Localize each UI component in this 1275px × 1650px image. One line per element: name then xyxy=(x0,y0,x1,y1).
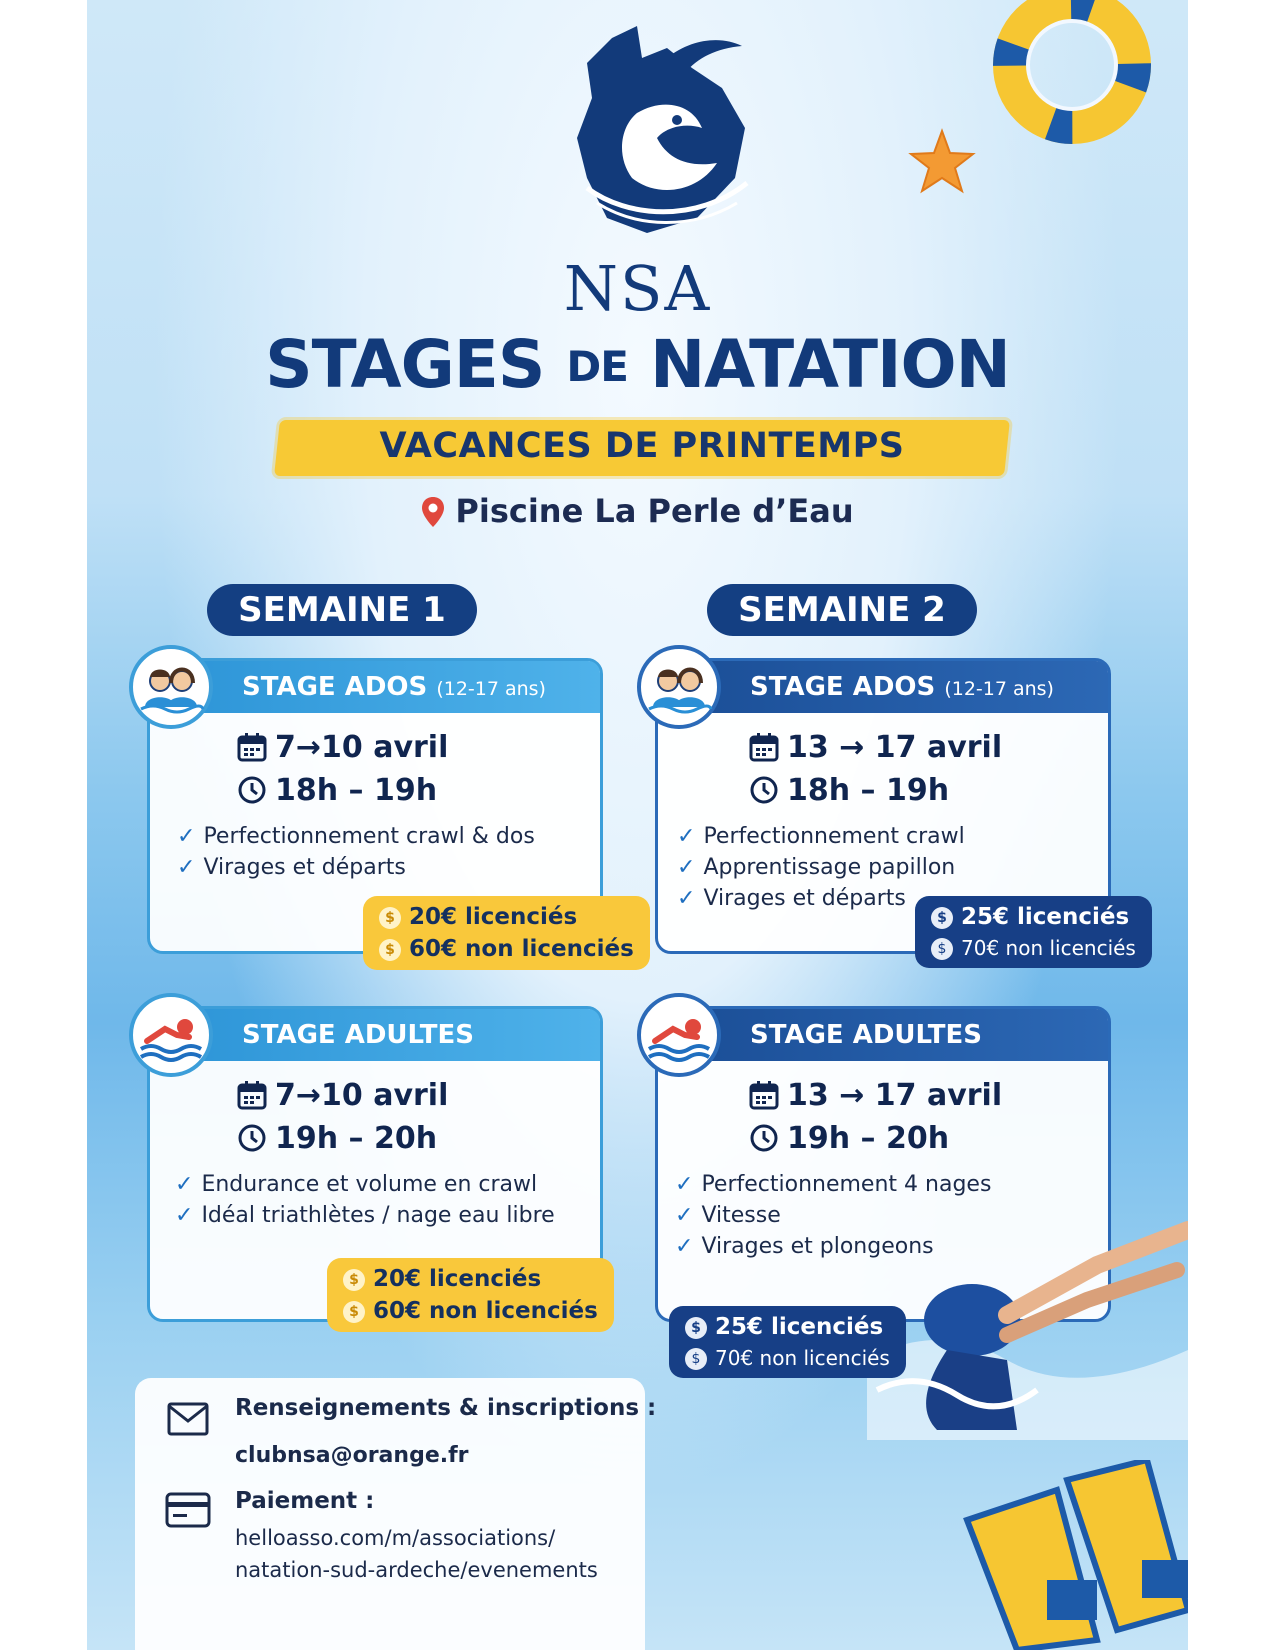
ados1-hours xyxy=(237,773,437,808)
adultes1-hours xyxy=(237,1121,437,1156)
card-title: STAGE ADOS xyxy=(242,672,428,702)
dates-text: 7→10 avril xyxy=(275,1078,449,1113)
coin-bag-icon: $ xyxy=(343,1269,365,1291)
list-item xyxy=(675,1172,991,1197)
bullet-text: Perfectionnement crawl & dos xyxy=(203,824,535,849)
list-item xyxy=(677,855,955,880)
price-member-text: 25€ licenciés xyxy=(715,1314,884,1340)
dates-text: 13 → 17 avril xyxy=(787,730,1003,765)
calendar-icon xyxy=(749,1080,779,1110)
title-word-2: NATATION xyxy=(649,326,1010,403)
calendar-icon xyxy=(237,732,267,762)
list-item xyxy=(677,886,906,911)
coin-bag-icon: $ xyxy=(931,907,953,929)
clock-icon xyxy=(749,1123,779,1153)
ados2-dates xyxy=(749,730,1002,765)
price-nonmember-text: 60€ non licenciés xyxy=(409,936,634,962)
check-icon: ✓ xyxy=(675,1172,694,1197)
card-age: (12-17 ans) xyxy=(944,678,1054,700)
clock-icon xyxy=(237,775,267,805)
bullet-text: Virages et départs xyxy=(703,886,906,911)
subtitle: VACANCES DE PRINTEMPS xyxy=(379,426,905,466)
flippers-icon xyxy=(947,1460,1188,1650)
card-title: STAGE ADULTES xyxy=(750,1020,983,1050)
coin-bag-icon: $ xyxy=(343,1301,365,1323)
price-member xyxy=(343,1266,598,1292)
starfish-icon xyxy=(907,128,977,194)
ados2-hours xyxy=(749,773,949,808)
bullet-text: Virages et départs xyxy=(203,855,406,880)
card-title: STAGE ADULTES xyxy=(242,1020,475,1050)
ados1-dates xyxy=(237,730,448,765)
location-text: Piscine La Perle d’Eau xyxy=(455,492,854,530)
contact-email[interactable]: clubnsa@orange.fr xyxy=(235,1443,469,1468)
location-pin-icon xyxy=(421,496,445,528)
swimmer-icon xyxy=(129,993,213,1077)
card-header xyxy=(150,661,600,713)
mail-icon xyxy=(167,1402,209,1436)
location xyxy=(87,492,1188,530)
lifebuoy-icon xyxy=(977,0,1157,160)
card-age: (12-17 ans) xyxy=(436,678,546,700)
price-member-text: 20€ licenciés xyxy=(409,904,578,930)
price-member-text: 25€ licenciés xyxy=(961,904,1130,930)
price-nonmember xyxy=(931,936,1136,960)
payment-link-line1[interactable]: helloasso.com/m/associations/ xyxy=(235,1526,556,1550)
calendar-icon xyxy=(749,732,779,762)
teens-icon xyxy=(637,645,721,729)
payment-link-line2[interactable]: natation-sud-ardeche/evenements xyxy=(235,1558,598,1582)
title-connector: DE xyxy=(566,342,628,391)
price-nonmember-text: 70€ non licenciés xyxy=(961,936,1136,960)
adultes1-dates xyxy=(237,1078,448,1113)
title-word-1: STAGES xyxy=(265,326,545,403)
check-icon: ✓ xyxy=(677,886,696,911)
list-item xyxy=(675,1203,781,1228)
poster xyxy=(87,0,1188,1650)
week-1-label: SEMAINE 1 xyxy=(207,584,477,636)
bullet-text: Perfectionnement crawl xyxy=(703,824,965,849)
adultes2-dates xyxy=(749,1078,1002,1113)
check-icon: ✓ xyxy=(175,1172,194,1197)
clock-icon xyxy=(749,775,779,805)
brand-name: NSA xyxy=(563,252,712,325)
card-header xyxy=(658,1009,1108,1061)
check-icon: ✓ xyxy=(677,824,696,849)
swimmer-illustration xyxy=(857,1210,1188,1440)
coin-bag-icon: $ xyxy=(685,1317,707,1339)
check-icon: ✓ xyxy=(177,855,196,880)
ados2-price xyxy=(915,896,1152,968)
list-item xyxy=(177,824,535,849)
adultes1-price xyxy=(327,1258,614,1332)
price-member-text: 20€ licenciés xyxy=(373,1266,542,1292)
bullet-text: Endurance et volume en crawl xyxy=(201,1172,538,1197)
dates-text: 13 → 17 avril xyxy=(787,1078,1003,1113)
check-icon: ✓ xyxy=(675,1234,694,1259)
coin-bag-icon: $ xyxy=(379,907,401,929)
adultes2-hours xyxy=(749,1121,949,1156)
hours-text: 19h – 20h xyxy=(275,1121,438,1156)
coin-bag-icon: $ xyxy=(685,1348,707,1370)
adultes2-price xyxy=(669,1306,906,1378)
price-member xyxy=(379,904,634,930)
card-header xyxy=(658,661,1108,713)
price-nonmember xyxy=(343,1298,598,1324)
bullet-text: Idéal triathlètes / nage eau libre xyxy=(201,1203,555,1228)
clock-icon xyxy=(237,1123,267,1153)
list-item xyxy=(677,824,965,849)
price-member xyxy=(931,904,1136,930)
bullet-text: Virages et plongeons xyxy=(701,1234,934,1259)
price-nonmember-text: 70€ non licenciés xyxy=(715,1346,890,1370)
check-icon: ✓ xyxy=(675,1203,694,1228)
payment-label: Paiement : xyxy=(235,1488,375,1514)
page-title xyxy=(87,326,1188,403)
week-2-label: SEMAINE 2 xyxy=(707,584,977,636)
bullet-text: Vitesse xyxy=(701,1203,781,1228)
swimmer-icon xyxy=(637,993,721,1077)
bullet-text: Apprentissage papillon xyxy=(703,855,956,880)
contact-label: Renseignements & inscriptions : xyxy=(235,1395,657,1421)
hours-text: 18h – 19h xyxy=(787,773,950,808)
hours-text: 19h – 20h xyxy=(787,1121,950,1156)
check-icon: ✓ xyxy=(175,1203,194,1228)
card-header xyxy=(150,1009,600,1061)
ados1-price xyxy=(363,896,650,970)
coin-bag-icon: $ xyxy=(931,938,953,960)
coin-bag-icon: $ xyxy=(379,939,401,961)
check-icon: ✓ xyxy=(177,824,196,849)
price-nonmember xyxy=(685,1346,890,1370)
hours-text: 18h – 19h xyxy=(275,773,438,808)
card-icon xyxy=(165,1492,211,1528)
list-item xyxy=(175,1172,537,1197)
goat-logo xyxy=(517,18,777,240)
check-icon: ✓ xyxy=(677,855,696,880)
calendar-icon xyxy=(237,1080,267,1110)
price-nonmember-text: 60€ non licenciés xyxy=(373,1298,598,1324)
card-title: STAGE ADOS xyxy=(750,672,936,702)
price-nonmember xyxy=(379,936,634,962)
teens-icon xyxy=(129,645,213,729)
price-member xyxy=(685,1314,890,1340)
list-item xyxy=(175,1203,555,1228)
bullet-text: Perfectionnement 4 nages xyxy=(701,1172,992,1197)
dates-text: 7→10 avril xyxy=(275,730,449,765)
list-item xyxy=(177,855,406,880)
